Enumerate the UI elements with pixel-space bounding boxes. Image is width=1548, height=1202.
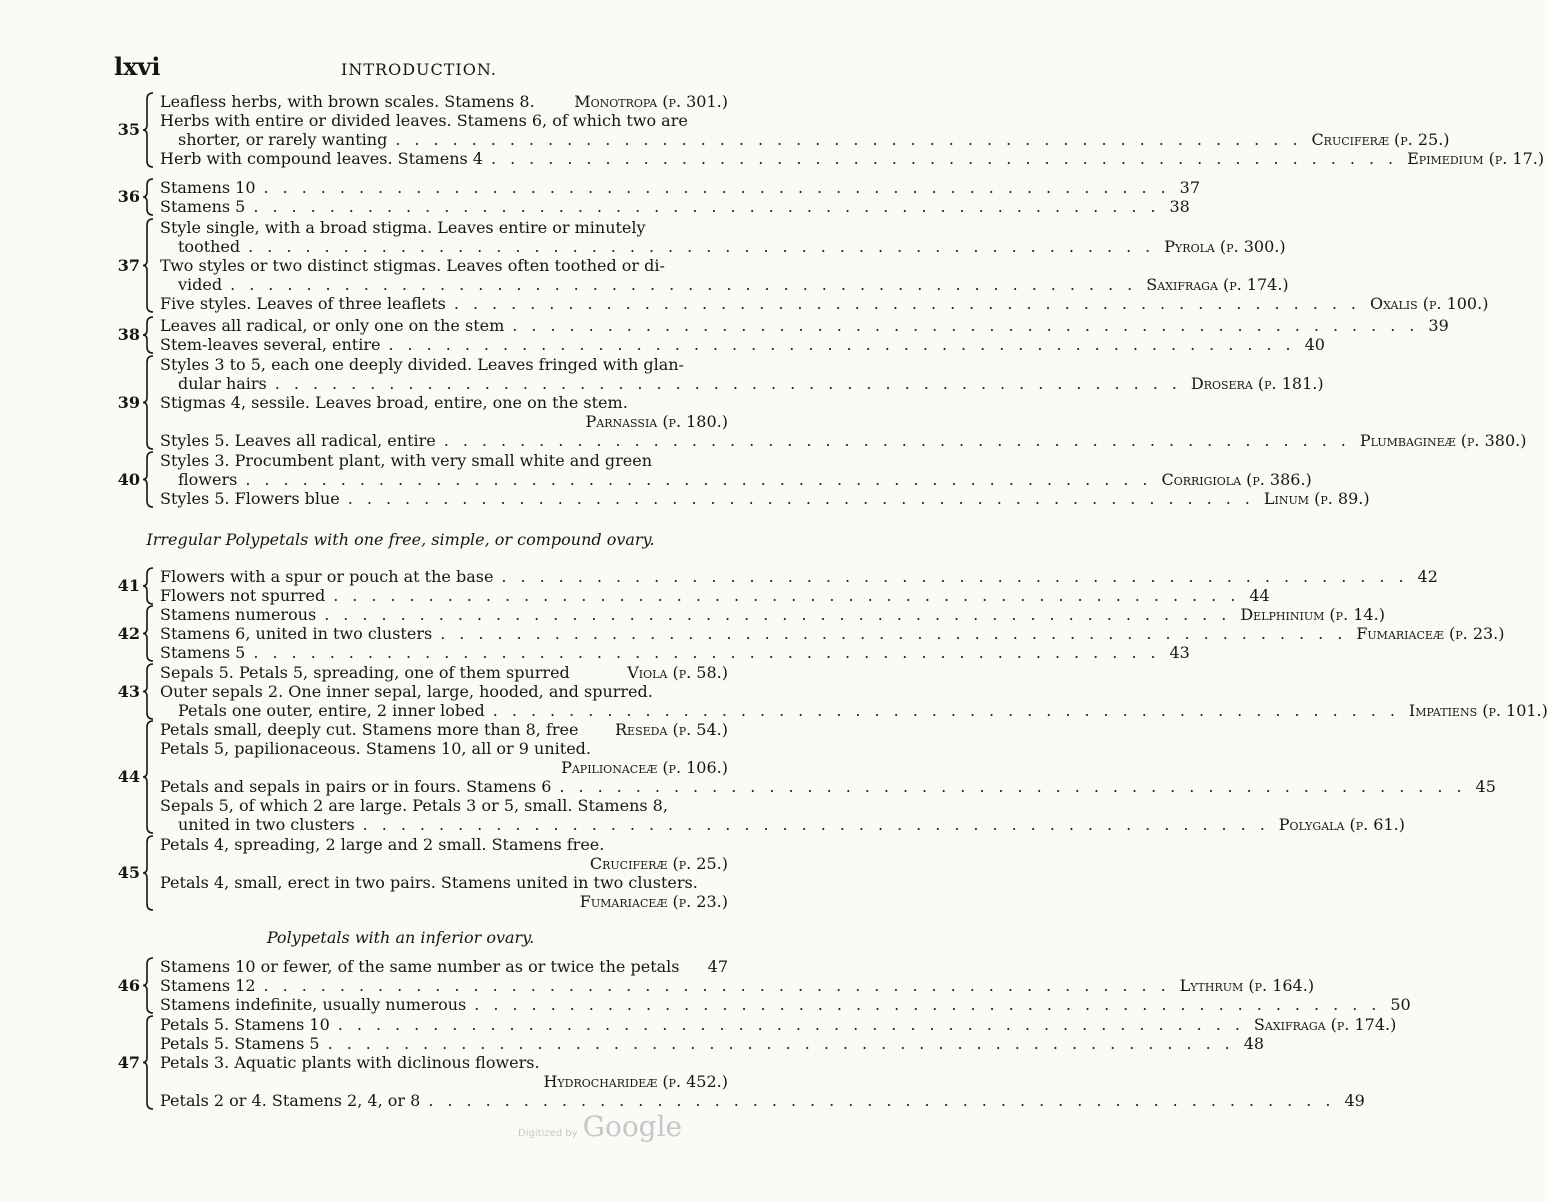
key-group-40 bbox=[0, 451, 1370, 508]
key-line bbox=[160, 892, 728, 911]
key-reference: Oxalis (p. 100.) bbox=[1369, 294, 1489, 313]
curly-brace-icon bbox=[142, 606, 154, 661]
key-reference: Hydrocharideæ (p. 452.) bbox=[543, 1072, 728, 1091]
key-text: Petals 4, small, erect in two pairs. Stamens united in two clusters. bbox=[160, 873, 698, 892]
key-reference: Saxifraga (p. 174.) bbox=[1253, 1015, 1397, 1034]
key-text: Stamens 10 or fewer, of the same number as or twice the petals bbox=[160, 957, 680, 976]
key-text: Petals and sepals in pairs or in fours. Stamens 6 bbox=[160, 777, 552, 796]
key-reference: Reseda (p. 54.) bbox=[615, 720, 728, 739]
key-text: Petals 5. Stamens 5 bbox=[160, 1034, 320, 1053]
key-text: vided bbox=[178, 275, 223, 294]
key-reference: Epimedium (p. 17.) bbox=[1407, 149, 1545, 168]
key-text: Leaves all radical, or only one on the stem bbox=[160, 316, 505, 335]
key-line bbox=[160, 586, 1270, 605]
key-line bbox=[160, 758, 728, 777]
key-line bbox=[178, 374, 1324, 393]
key-reference: Saxifraga (p. 174.) bbox=[1146, 275, 1289, 294]
key-reference: 43 bbox=[1169, 643, 1190, 662]
key-line bbox=[160, 624, 1505, 643]
curly-brace-icon bbox=[142, 317, 154, 353]
key-reference: Fumariaceæ (p. 23.) bbox=[1356, 624, 1505, 643]
watermark-prefix: Digitized by bbox=[518, 1128, 578, 1139]
key-line bbox=[178, 275, 1289, 294]
key-group-42 bbox=[0, 605, 1505, 662]
key-line bbox=[160, 316, 1449, 335]
key-reference: 39 bbox=[1428, 316, 1449, 335]
dot-leader: ................................................ bbox=[388, 335, 1305, 354]
key-group-47 bbox=[0, 1015, 1397, 1110]
dot-leader: ................................................ bbox=[263, 976, 1180, 995]
dot-leader: ................................................ bbox=[337, 1015, 1254, 1034]
key-reference: 44 bbox=[1249, 586, 1270, 605]
key-text: Styles 3. Procumbent plant, with very small white and green bbox=[160, 451, 653, 470]
key-line bbox=[160, 1015, 1397, 1034]
key-line bbox=[160, 451, 728, 470]
group-number: 39 bbox=[117, 392, 140, 412]
key-text: united in two clusters bbox=[178, 815, 355, 834]
key-text: Styles 3 to 5, each one deeply divided. Leaves fringed with glan- bbox=[160, 355, 684, 374]
key-text: toothed bbox=[178, 237, 241, 256]
key-text: Stem-leaves several, entire bbox=[160, 335, 381, 354]
curly-brace-icon bbox=[142, 356, 154, 449]
key-line bbox=[160, 1034, 1265, 1053]
page-number: lxvi bbox=[114, 52, 161, 81]
key-group-43 bbox=[0, 663, 1548, 720]
curly-brace-icon bbox=[142, 179, 154, 215]
key-text: Flowers with a spur or pouch at the base bbox=[160, 567, 494, 586]
curly-brace-icon bbox=[142, 721, 154, 833]
dot-leader: ................................................ bbox=[245, 470, 1162, 489]
key-reference: Viola (p. 58.) bbox=[627, 663, 728, 682]
key-line bbox=[178, 701, 1548, 720]
key-text: Herb with compound leaves. Stamens 4 bbox=[160, 149, 483, 168]
key-reference: 40 bbox=[1304, 335, 1325, 354]
key-line bbox=[160, 605, 1385, 624]
group-number: 43 bbox=[117, 681, 140, 701]
key-reference: 47 bbox=[707, 957, 728, 976]
key-text: Style single, with a broad stigma. Leaves entire or minutely bbox=[160, 218, 646, 237]
key-reference: Cruciferæ (p. 25.) bbox=[1311, 130, 1450, 149]
key-text: Sepals 5. Petals 5, spreading, one of them spurred bbox=[160, 663, 570, 682]
key-group-36 bbox=[0, 178, 1201, 216]
key-line bbox=[160, 835, 728, 854]
section-subheading: Irregular Polypetals with one free, simple, or compound ovary. bbox=[146, 530, 655, 549]
key-text: Outer sepals 2. One inner sepal, large, hooded, and spurred. bbox=[160, 682, 653, 701]
key-group-44 bbox=[0, 720, 1496, 834]
group-number: 45 bbox=[117, 863, 140, 882]
key-line bbox=[160, 995, 1411, 1014]
dot-leader: ................................................ bbox=[453, 294, 1370, 313]
key-text: Petals 5, papilionaceous. Stamens 10, all or 9 united. bbox=[160, 739, 591, 758]
key-reference: Impatiens (p. 101.) bbox=[1408, 701, 1548, 720]
dot-leader: ................................................ bbox=[347, 489, 1264, 508]
curly-brace-icon bbox=[142, 219, 154, 312]
key-reference: Corrigiola (p. 386.) bbox=[1161, 470, 1312, 489]
dot-leader: ................................................ bbox=[333, 586, 1250, 605]
key-line bbox=[160, 149, 1545, 168]
dot-leader: ................................................ bbox=[501, 567, 1418, 586]
key-line bbox=[160, 256, 728, 275]
key-text: Petals 2 or 4. Stamens 2, 4, or 8 bbox=[160, 1091, 421, 1110]
key-text: Stigmas 4, sessile. Leaves broad, entire, one on the stem. bbox=[160, 393, 628, 412]
dot-leader: ................................................ bbox=[230, 275, 1147, 294]
dot-leader: ................................................ bbox=[395, 130, 1312, 149]
key-reference: 50 bbox=[1390, 995, 1411, 1014]
key-reference: 49 bbox=[1344, 1091, 1365, 1110]
key-line bbox=[160, 197, 1190, 216]
key-line bbox=[160, 335, 1325, 354]
dot-leader: ................................................ bbox=[440, 624, 1357, 643]
key-text: Petals 4, spreading, 2 large and 2 small. Stamens free. bbox=[160, 835, 605, 854]
key-line bbox=[160, 976, 1315, 995]
key-reference: Polygala (p. 61.) bbox=[1278, 815, 1405, 834]
dot-leader: ................................................ bbox=[443, 431, 1360, 450]
group-number: 37 bbox=[117, 255, 140, 275]
key-line bbox=[160, 355, 728, 374]
key-line bbox=[160, 739, 728, 758]
dot-leader: ................................................ bbox=[253, 643, 1170, 662]
curly-brace-icon bbox=[142, 836, 154, 910]
key-reference: Linum (p. 89.) bbox=[1263, 489, 1370, 508]
dot-leader: ................................................ bbox=[474, 995, 1391, 1014]
key-line bbox=[178, 237, 1286, 256]
key-text: Stamens 5 bbox=[160, 643, 246, 662]
key-reference: Cruciferæ (p. 25.) bbox=[589, 854, 728, 873]
key-reference: Fumariaceæ (p. 23.) bbox=[579, 892, 728, 911]
group-number: 40 bbox=[117, 469, 140, 489]
watermark-brand: Google bbox=[582, 1110, 683, 1143]
key-text: Herbs with entire or divided leaves. Stamens 6, of which two are bbox=[160, 111, 688, 130]
curly-brace-icon bbox=[142, 958, 154, 1013]
key-line bbox=[160, 412, 728, 431]
key-line bbox=[160, 178, 1201, 197]
dot-leader: ................................................ bbox=[324, 605, 1241, 624]
dot-leader: ................................................ bbox=[327, 1034, 1244, 1053]
curly-brace-icon bbox=[142, 1016, 154, 1109]
key-reference: 38 bbox=[1169, 197, 1190, 216]
dot-leader: ................................................ bbox=[512, 316, 1429, 335]
key-line bbox=[160, 111, 728, 130]
key-line bbox=[160, 567, 1438, 586]
key-text: Petals small, deeply cut. Stamens more than 8, free bbox=[160, 720, 579, 739]
key-line bbox=[160, 393, 728, 412]
key-text: Petals one outer, entire, 2 inner lobed bbox=[178, 701, 485, 720]
key-reference: 42 bbox=[1417, 567, 1438, 586]
running-title: INTRODUCTION. bbox=[341, 60, 497, 79]
key-group-45 bbox=[0, 835, 801, 911]
key-line bbox=[160, 431, 1527, 450]
dot-leader bbox=[680, 957, 708, 976]
key-reference: Parnassia (p. 180.) bbox=[585, 412, 728, 431]
key-line bbox=[160, 1053, 728, 1072]
key-group-46 bbox=[0, 957, 1411, 1014]
curly-brace-icon bbox=[142, 93, 154, 167]
dot-leader bbox=[578, 720, 615, 739]
key-text: Stamens 10 bbox=[160, 178, 256, 197]
dot-leader: ................................................ bbox=[362, 815, 1279, 834]
key-reference: Monotropa (p. 301.) bbox=[574, 92, 728, 111]
key-line bbox=[160, 92, 728, 111]
dot-leader bbox=[535, 92, 575, 111]
group-number: 36 bbox=[117, 187, 140, 206]
key-reference: 37 bbox=[1179, 178, 1201, 197]
key-reference: Drosera (p. 181.) bbox=[1190, 374, 1324, 393]
key-line bbox=[160, 663, 728, 682]
key-reference: Delphinium (p. 14.) bbox=[1240, 605, 1385, 624]
dot-leader: ................................................ bbox=[428, 1091, 1345, 1110]
key-line bbox=[160, 294, 1489, 313]
dot-leader: ................................................ bbox=[253, 197, 1170, 216]
dot-leader: ................................................ bbox=[274, 374, 1191, 393]
page-header bbox=[114, 52, 724, 82]
key-line bbox=[178, 470, 1312, 489]
key-reference: 45 bbox=[1475, 777, 1496, 796]
group-number: 46 bbox=[117, 975, 140, 995]
group-number: 35 bbox=[117, 120, 140, 139]
dot-leader: ................................................ bbox=[490, 149, 1408, 168]
key-line bbox=[160, 777, 1496, 796]
curly-brace-icon bbox=[142, 664, 154, 719]
key-text: Petals 5. Stamens 10 bbox=[160, 1015, 330, 1034]
key-text: Stamens 12 bbox=[160, 976, 256, 995]
key-line bbox=[160, 218, 728, 237]
key-text: Stamens 5 bbox=[160, 197, 246, 216]
key-text: Stamens 6, united in two clusters bbox=[160, 624, 433, 643]
key-text: Stamens indefinite, usually numerous bbox=[160, 995, 467, 1014]
key-reference: Plumbagineæ (p. 380.) bbox=[1359, 431, 1527, 450]
key-line bbox=[160, 1091, 1365, 1110]
key-reference: Papilionaceæ (p. 106.) bbox=[561, 758, 728, 777]
key-line bbox=[178, 815, 1405, 834]
group-number: 38 bbox=[117, 325, 140, 344]
section-subheading: Polypetals with an inferior ovary. bbox=[266, 928, 535, 947]
key-text: Five styles. Leaves of three leaflets bbox=[160, 294, 446, 313]
key-text: Styles 5. Leaves all radical, entire bbox=[160, 431, 436, 450]
key-text: Petals 3. Aquatic plants with diclinous flowers. bbox=[160, 1053, 540, 1072]
key-line bbox=[178, 130, 1450, 149]
key-group-41 bbox=[0, 567, 1438, 605]
key-text: Flowers not spurred bbox=[160, 586, 326, 605]
key-line bbox=[160, 796, 728, 815]
key-group-39 bbox=[0, 355, 1527, 450]
key-group-35 bbox=[0, 92, 1545, 168]
key-line bbox=[160, 854, 728, 873]
dot-leader: ................................................ bbox=[248, 237, 1165, 256]
key-text: Styles 5. Flowers blue bbox=[160, 489, 340, 508]
key-text: Two styles or two distinct stigmas. Leaves often toothed or di- bbox=[160, 256, 665, 275]
key-line bbox=[160, 873, 728, 892]
group-number: 42 bbox=[117, 623, 140, 643]
key-reference: Lythrum (p. 164.) bbox=[1179, 976, 1315, 995]
key-text: shorter, or rarely wanting bbox=[178, 130, 388, 149]
key-reference: Pyrola (p. 300.) bbox=[1164, 237, 1286, 256]
key-line bbox=[160, 643, 1190, 662]
dot-leader: ................................................ bbox=[559, 777, 1476, 796]
key-line bbox=[160, 720, 728, 739]
key-line bbox=[160, 1072, 728, 1091]
key-line bbox=[160, 682, 728, 701]
key-text: dular hairs bbox=[178, 374, 267, 393]
key-text: Leafless herbs, with brown scales. Stamens 8. bbox=[160, 92, 535, 111]
key-group-38 bbox=[0, 316, 1449, 354]
key-line bbox=[160, 957, 728, 976]
google-watermark bbox=[518, 1110, 682, 1143]
group-number: 44 bbox=[117, 767, 140, 786]
group-number: 41 bbox=[117, 576, 140, 595]
key-text: Sepals 5, of which 2 are large. Petals 3 or 5, small. Stamens 8, bbox=[160, 796, 668, 815]
dot-leader: ................................................ bbox=[263, 178, 1180, 197]
dot-leader: ................................................ bbox=[492, 701, 1409, 720]
key-line bbox=[160, 489, 1370, 508]
group-number: 47 bbox=[117, 1052, 140, 1072]
key-reference: 48 bbox=[1243, 1034, 1265, 1053]
key-text: Stamens numerous bbox=[160, 605, 317, 624]
key-group-37 bbox=[0, 218, 1489, 313]
dot-leader bbox=[570, 663, 627, 682]
curly-brace-icon bbox=[142, 452, 154, 507]
curly-brace-icon bbox=[142, 568, 154, 604]
key-text: flowers bbox=[178, 470, 238, 489]
